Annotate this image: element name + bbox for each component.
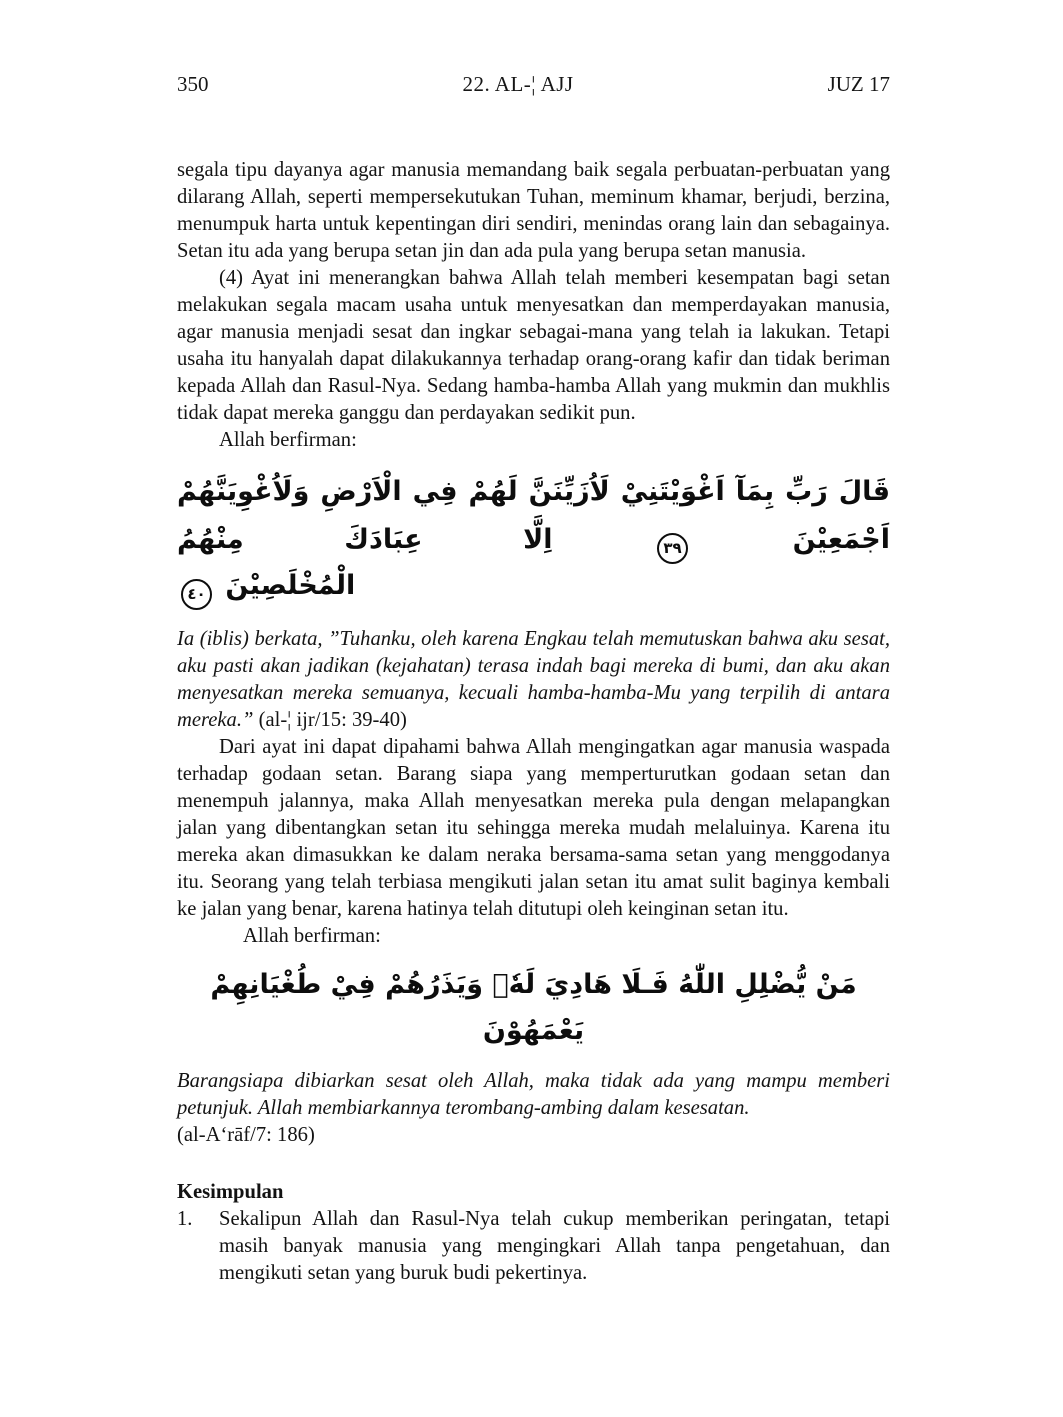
kesimpulan-item-1 <box>177 1206 890 1287</box>
juz-label: JUZ 17 <box>827 72 890 96</box>
verse-reference-al-araf: (al-A‘rāf/7: 186) <box>177 1124 315 1146</box>
translation-al-hijr-text: Ia (iblis) berkata, ”Tuhanku, oleh karena Engkau telah memutuskan bahwa aku sesat, aku pasti akan jadikan (kejahatan) terasa indah bagi mereka di bumi, dan aku akan menyesatkan mereka semuanya, kecuali hamba-hamba-Mu yang terpilih di antara mereka.” <box>177 628 890 731</box>
paragraph-continuation: segala tipu dayanya agar manusia memandang baik segala perbuatan-perbuatan yang dilarang Allah, seperti mempersekutukan Tuhan, meminum khamar, berjudi, berzina, menumpuk harta untuk kepentingan diri sendiri, menindas orang lain dan sebagainya. Setan itu ada yang berupa setan jin dan ada pula yang berupa setan manusia. <box>177 159 890 262</box>
paragraph-ayat-4: (4) Ayat ini menerangkan bahwa Allah telah memberi kesempatan bagi setan melakukan segala macam usaha untuk menyesatkan dan memperdayakan manusia, agar manusia menjadi sesat dan ingkar sebagai-mana yang telah ia lakukan. Tetapi usaha itu hanyalah dapat dilakukannya terhadap orang-orang kafir dan tidak beriman kepada Allah dan Rasul-Nya. Sedang hamba-hamba Allah yang mukmin dan mukhlis tidak dapat mereka ganggu dan perdayakan sedikit pun. <box>177 267 890 424</box>
page-content <box>177 157 890 1287</box>
arabic-segment-main: قَالَ رَبِّ بِمَآ اَغْوَيْتَنِيْ لَاُزَيِّنَنَّ لَهُمْ فِي الْاَرْضِ وَلَاُغْوِيَنَّهُمْ اَجْمَعِيْنَ <box>177 476 890 555</box>
quran-verse-al-araf-186: مَنْ يُّضْلِلِ اللّٰهُ فَـلَا هَادِيَ لَهٗۖ وَيَذَرُهُمْ فِيْ طُغْيَانِهِمْ يَعْمَهُوْنَ <box>210 969 857 1046</box>
lead-in-allah-berfirman-1: Allah berfirman: <box>219 429 357 451</box>
translation-al-hijr <box>177 626 890 734</box>
translation-al-araf <box>177 1068 890 1149</box>
list-item-text: Sekalipun Allah dan Rasul-Nya telah cukup memberikan peringatan, tetapi masih banyak manusia yang mengingkari Allah tanpa pengetahuan, dan mengikuti setan yang buruk budi pekertinya. <box>219 1208 890 1284</box>
verse-reference-al-hijr: (al-¦ ijr/15: 39-40) <box>258 709 407 731</box>
quran-verse-al-hijr-39-40 <box>177 468 890 610</box>
page-number: 350 <box>177 72 209 96</box>
arabic-segment-tail: اِلَّا عِبَادَكَ مِنْهُمُ <box>177 524 553 555</box>
kesimpulan-heading: Kesimpulan <box>177 1181 284 1203</box>
lead-in-allah-berfirman-2: Allah berfirman: <box>243 925 381 947</box>
arabic-segment-line2: الْمُخْلَصِيْنَ <box>225 570 356 601</box>
chapter-title: 22. AL-¦ AJJ <box>462 72 574 96</box>
running-header <box>177 72 890 97</box>
ayah-number-badge-40: ٤٠ <box>181 579 212 610</box>
ayah-number-badge-39: ٣٩ <box>657 533 688 564</box>
translation-al-araf-text: Barangsiapa dibiarkan sesat oleh Allah, maka tidak ada yang mampu memberi petunjuk. Allah membiarkannya terombang-ambing dalam kesesatan. <box>177 1070 890 1119</box>
paragraph-dari-ayat: Dari ayat ini dapat dipahami bahwa Allah mengingatkan agar manusia waspada terhadap godaan setan. Barang siapa yang memperturutkan godaan setan dan menempuh jalannya, maka Allah menyesatkan mereka pula dengan melapangkan jalan yang dibentangkan setan itu sehingga mereka mudah melaluinya. Karena itu mereka akan dimasukkan ke dalam neraka bersama-sama setan yang menggodanya itu. Seorang yang telah terbiasa mengikuti jalan setan itu amat sulit baginya kembali ke jalan yang benar, karena hatinya telah ditutupi oleh keinginan setan itu. <box>177 736 890 920</box>
arabic-line-1 <box>177 468 890 564</box>
list-item-number: 1. <box>177 1208 193 1230</box>
arabic-line-2 <box>177 564 890 610</box>
